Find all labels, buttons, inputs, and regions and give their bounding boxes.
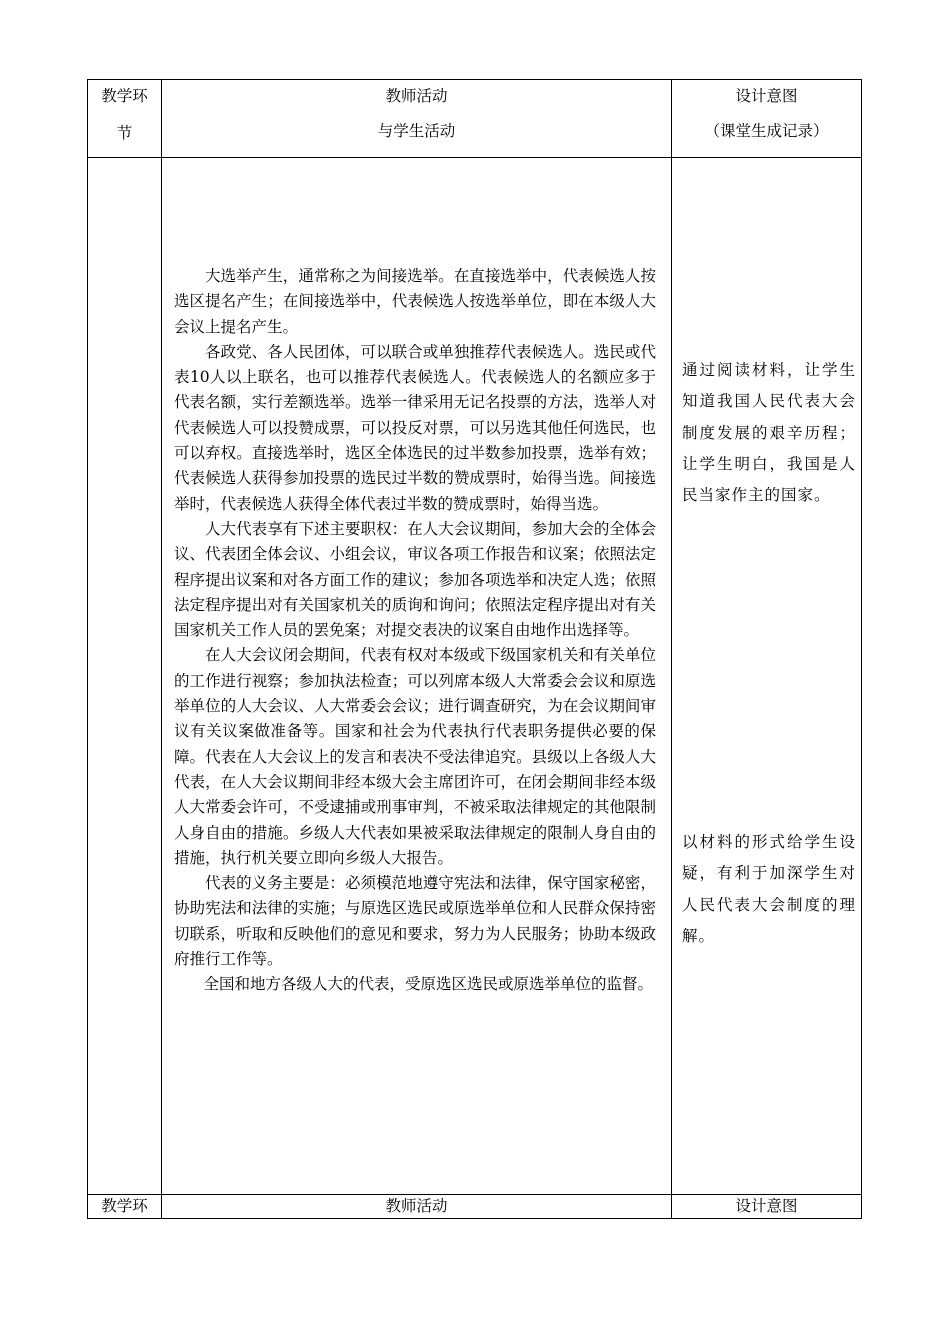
activity-paragraph: 人大代表享有下述主要职权：在人大会议期间，参加大会的全体会议、代表团全体会议、小组会议，审议各项工作报告和议案；依照法定程序提出议案和对各方面工作的建议；参加各项选举和决定人选；依照法定程序提出对有关国家机关的质询和询问；依照法定程序提出对有关国家机关工作人员的罢免案；对提交表决的议案自由地作出选择等。 [174,519,656,640]
header-col-stage-line2: 节 [116,124,133,142]
activity-paragraph: 大选举产生，通常称之为间接选举。在直接选举中，代表候选人按选区提名产生；在间接选举中，代表候选人按选举单位，即在本级人大会议上提名产生。 [174,267,656,336]
header-col-stage-line1: 教学环 [101,87,148,105]
header-col-activity-line1: 教师活动 [385,87,448,105]
table-right-border [861,79,862,1219]
activity-paragraph: 在人大会议闭会期间，代表有权对本级或下级国家机关和有关单位的工作进行视察；参加执法检查；可以列席本级人大常委会会议和原选举单位的人大会议、人大常委会会议；进行调查研究，为在会议期间审议有关议案做准备等。国家和社会为代表执行代表职务提供必要的保障。代表在人大会议上的发言和表决不受法律追究。县级以上各级人大代表，在人大会议期间非经本级大会主席团许可，在闭会期间非经本级人大常委会许可，不受逮捕或刑事审判，不被采取法律规定的其他限制人身自由的措施。乡级人大代表如果被采取法律规定的限制人身自由的措施，执行机关要立即向乡级人大报告。 [174,646,656,867]
table-bottom-border [87,1218,862,1219]
footer-col-stage: 教学环 [101,1197,148,1215]
design-intent-note-1 [682,355,856,511]
footer-col-activity: 教师活动 [385,1197,448,1215]
column-divider-1 [161,79,162,1219]
activity-paragraph: 各政党、各人民团体，可以联合或单独推荐代表候选人。选民或代表10人以上联名，也可以推荐代表候选人。代表候选人的名额应多于代表名额，实行差额选举。选举一律采用无记名投票的方法，选举人对代表候选人可以投赞成票，可以投反对票，可以另选其他任何选民，也可以弃权。直接选举时，选区全体选民的过半数参加投票，选举有效；代表候选人获得参加投票的选民过半数的赞成票时，始得当选。间接选举时，代表候选人获得全体代表过半数的赞成票时，始得当选。 [174,342,656,513]
teacher-student-activity-text [174,264,656,998]
design-intent-note-2 [682,827,856,952]
table-left-border [87,79,88,1219]
column-divider-2 [671,79,672,1219]
header-col-intent-line1: 设计意图 [735,87,798,105]
design-intent-text: 通过阅读材料，让学生知道我国人民代表大会制度发展的艰辛历程；让学生明白，我国是人民当家作主的国家。 [682,361,856,505]
table-top-border [87,79,862,80]
activity-paragraph: 全国和地方各级人大的代表，受原选区选民或原选举单位的监督。 [203,975,653,994]
header-col-intent-line2: （课堂生成记录） [704,122,829,140]
design-intent-text: 以材料的形式给学生设疑，有利于加深学生对人民代表大会制度的理解。 [682,833,856,945]
header-col-activity-line2: 与学生活动 [377,122,456,140]
footer-row-divider [87,1194,862,1195]
activity-paragraph: 代表的义务主要是：必须模范地遵守宪法和法律，保守国家秘密，协助宪法和法律的实施；与原选区选民或原选举单位和人民群众保持密切联系，听取和反映他们的意见和要求，努力为人民服务；协助本级政府推行工作等。 [174,874,656,969]
header-row-divider [87,157,862,158]
footer-col-intent: 设计意图 [735,1197,798,1215]
